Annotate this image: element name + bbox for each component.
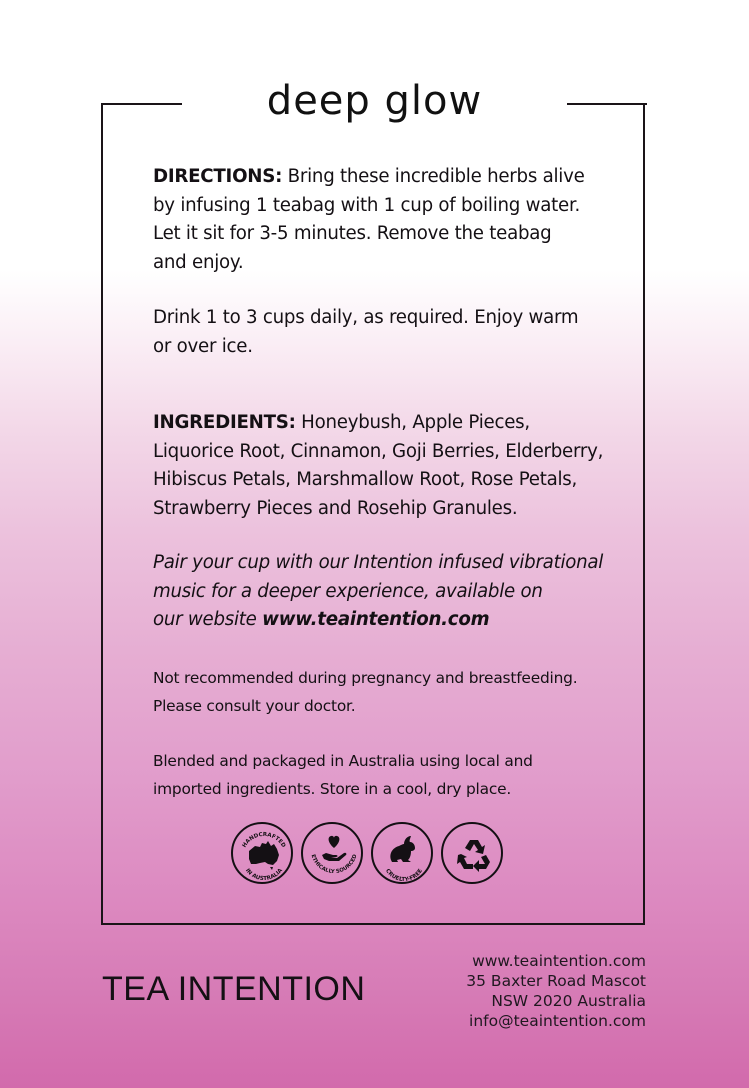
- ingredients-section: [153, 409, 613, 523]
- badge-cruelty-free: [371, 822, 433, 884]
- ingredients-text: Honeybush, Apple Pieces,: [295, 412, 530, 433]
- certification-badges: [231, 822, 503, 884]
- svg-text:CRUELTY-FREE: CRUELTY-FREE: [384, 868, 424, 884]
- contact-city: NSW 2020 Australia: [491, 992, 646, 1010]
- warning-section: [153, 664, 613, 720]
- brand-logo: TEA INTENTION: [102, 970, 366, 1008]
- pairing-line-1: Pair your cup with our Intention infused vibrational: [153, 552, 604, 573]
- storage-line-2: imported ingredients. Store in a cool, dry place.: [153, 780, 512, 798]
- dosage-line-1: Drink 1 to 3 cups daily, as required. Enjoy warm: [153, 307, 579, 328]
- contact-street: 35 Baxter Road Mascot: [466, 972, 646, 990]
- website-link[interactable]: www.teaintention.com: [262, 609, 490, 630]
- ingredients-line-3: Hibiscus Petals, Marshmallow Root, Rose Petals,: [153, 469, 578, 490]
- frame-top-left-line: [101, 103, 182, 105]
- ingredients-label: INGREDIENTS:: [153, 412, 296, 433]
- pairing-text: our website: [153, 609, 263, 630]
- frame-top-right-line: [567, 103, 647, 105]
- ingredients-line-1: [153, 409, 613, 438]
- dosage-section: [153, 304, 613, 361]
- svg-text:IN AUSTRALIA: IN AUSTRALIA: [243, 867, 285, 883]
- svg-text:HANDCRAFTED: HANDCRAFTED: [241, 831, 287, 849]
- pairing-line-2: music for a deeper experience, available on: [153, 580, 543, 602]
- dosage-line-2: or over ice.: [153, 335, 253, 357]
- pairing-section: [153, 549, 613, 635]
- directions-text: Bring these incredible herbs alive: [282, 166, 585, 187]
- directions-section: [153, 163, 613, 277]
- ingredients-line-4: Strawberry Pieces and Rosehip Granules.: [153, 497, 518, 519]
- badge-handcrafted-in-australia: [231, 822, 293, 884]
- ingredients-line-2: Liquorice Root, Cinnamon, Goji Berries, Elderberry,: [153, 440, 604, 462]
- directions-line-2: by infusing 1 teabag with 1 cup of boiling water.: [153, 194, 581, 216]
- contact-website[interactable]: www.teaintention.com: [472, 952, 646, 970]
- heart-hand-icon: [303, 824, 365, 886]
- product-title: deep glow: [266, 78, 483, 124]
- badge-ethically-sourced: [301, 822, 363, 884]
- australia-map-icon: [233, 824, 295, 886]
- storage-section: [153, 747, 613, 803]
- contact-info: [466, 951, 646, 1031]
- directions-line-3: Let it sit for 3-5 minutes. Remove the teabag: [153, 223, 552, 244]
- directions-label: DIRECTIONS:: [153, 166, 283, 187]
- svg-text:ETHICALLY SOURCED: ETHICALLY SOURCED: [309, 853, 359, 876]
- warning-line-1: Not recommended during pregnancy and breastfeeding.: [153, 669, 578, 687]
- storage-line-1: Blended and packaged in Australia using local and: [153, 752, 533, 770]
- recycle-icon: [443, 824, 505, 886]
- pairing-line-3: [153, 606, 613, 635]
- directions-line-4: and enjoy.: [153, 251, 244, 273]
- badge-recyclable: [441, 822, 503, 884]
- warning-line-2: Please consult your doctor.: [153, 697, 356, 715]
- directions-line-1: [153, 163, 613, 192]
- rabbit-icon: [373, 824, 435, 886]
- contact-email[interactable]: info@teaintention.com: [469, 1012, 646, 1030]
